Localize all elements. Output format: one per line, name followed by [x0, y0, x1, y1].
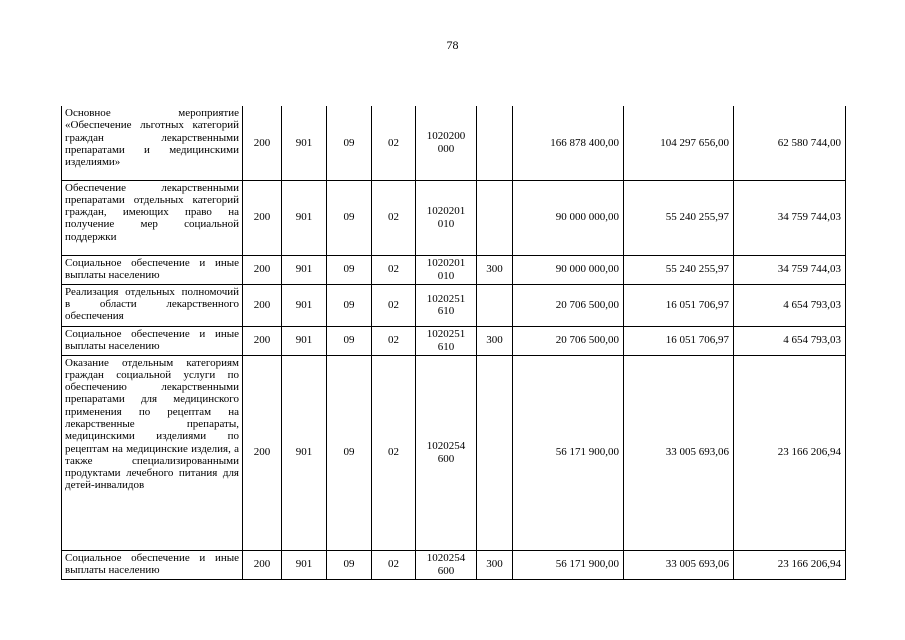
target-article-line1: 1020201 — [426, 205, 466, 218]
amount-remaining-cell: 62 580 744,00 — [734, 106, 846, 180]
amount-executed-cell: 104 297 656,00 — [624, 106, 734, 180]
table-row — [62, 550, 846, 579]
amount-executed-cell: 16 051 706,97 — [624, 284, 734, 326]
budget-table — [61, 106, 846, 580]
target-article-cell — [416, 180, 477, 255]
subsection-cell: 02 — [372, 355, 416, 550]
ministry-code-cell: 901 — [282, 180, 327, 255]
code-cell: 200 — [243, 106, 282, 180]
target-article-cell — [416, 284, 477, 326]
row-name-cell: Оказание отдельным категориям граждан социальной услуги по обеспечению лекарственными препаратами для медицинского применения по рецептам на лекарственные препараты, медицинскими изделиями по рецептам на медицинские изделия, а также специализированными продуктами лечебного питания для детей-инвалидов — [62, 355, 243, 550]
row-name-cell: Социальное обеспечение и иные выплаты населению — [62, 550, 243, 579]
amount-executed-cell: 55 240 255,97 — [624, 180, 734, 255]
row-name-cell: Реализация отдельных полномочий в области лекарственного обеспечения — [62, 284, 243, 326]
amount-planned-cell: 20 706 500,00 — [513, 326, 624, 355]
amount-executed-cell: 33 005 693,06 — [624, 550, 734, 579]
subsection-cell: 02 — [372, 284, 416, 326]
table-row — [62, 284, 846, 326]
amount-planned-cell: 56 171 900,00 — [513, 550, 624, 579]
target-article-cell — [416, 550, 477, 579]
section-cell: 09 — [327, 550, 372, 579]
expense-type-cell — [477, 180, 513, 255]
code-cell: 200 — [243, 550, 282, 579]
row-name-cell: Социальное обеспечение и иные выплаты населению — [62, 255, 243, 284]
subsection-cell: 02 — [372, 106, 416, 180]
subsection-cell: 02 — [372, 326, 416, 355]
expense-type-cell — [477, 284, 513, 326]
amount-remaining-cell: 23 166 206,94 — [734, 550, 846, 579]
target-article-line1: 1020254 — [426, 440, 466, 453]
section-cell: 09 — [327, 255, 372, 284]
ministry-code-cell: 901 — [282, 355, 327, 550]
section-cell: 09 — [327, 106, 372, 180]
expense-type-cell: 300 — [477, 255, 513, 284]
target-article-line1: 1020201 — [426, 257, 466, 270]
table-row — [62, 255, 846, 284]
subsection-cell: 02 — [372, 550, 416, 579]
ministry-code-cell: 901 — [282, 106, 327, 180]
amount-executed-cell: 55 240 255,97 — [624, 255, 734, 284]
row-name-cell: Основное мероприятие «Обеспечение льготных категорий граждан лекарственными препаратами и медицинскими изделиями» — [62, 106, 243, 180]
target-article-line2: 600 — [437, 564, 455, 577]
code-cell: 200 — [243, 255, 282, 284]
target-article-line2: 610 — [437, 305, 455, 317]
amount-executed-cell: 16 051 706,97 — [624, 326, 734, 355]
subsection-cell: 02 — [372, 255, 416, 284]
expense-type-cell: 300 — [477, 326, 513, 355]
table-row — [62, 326, 846, 355]
amount-planned-cell: 90 000 000,00 — [513, 255, 624, 284]
ministry-code-cell: 901 — [282, 550, 327, 579]
target-article-cell — [416, 106, 477, 180]
code-cell: 200 — [243, 284, 282, 326]
target-article-line1: 1020254 — [426, 552, 466, 565]
amount-planned-cell: 90 000 000,00 — [513, 180, 624, 255]
ministry-code-cell: 901 — [282, 284, 327, 326]
target-article-line2: 010 — [437, 269, 455, 282]
target-article-line2: 610 — [437, 340, 455, 353]
amount-remaining-cell: 4 654 793,03 — [734, 326, 846, 355]
target-article-cell — [416, 255, 477, 284]
target-article-line1: 1020200 — [426, 130, 466, 143]
expense-type-cell — [477, 355, 513, 550]
target-article-line2: 000 — [437, 142, 455, 155]
target-article-line2: 600 — [437, 452, 455, 465]
amount-planned-cell: 20 706 500,00 — [513, 284, 624, 326]
section-cell: 09 — [327, 180, 372, 255]
target-article-cell — [416, 326, 477, 355]
expense-type-cell — [477, 106, 513, 180]
section-cell: 09 — [327, 284, 372, 326]
target-article-line1: 1020251 — [426, 328, 466, 341]
amount-remaining-cell: 34 759 744,03 — [734, 180, 846, 255]
code-cell: 200 — [243, 326, 282, 355]
page-number: 78 — [446, 38, 459, 52]
target-article-line2: 010 — [437, 217, 455, 230]
table-row — [62, 106, 846, 180]
table-row — [62, 180, 846, 255]
amount-remaining-cell: 23 166 206,94 — [734, 355, 846, 550]
amount-remaining-cell: 4 654 793,03 — [734, 284, 846, 326]
target-article-line1: 1020251 — [426, 292, 466, 305]
amount-executed-cell: 33 005 693,06 — [624, 355, 734, 550]
section-cell: 09 — [327, 355, 372, 550]
ministry-code-cell: 901 — [282, 326, 327, 355]
row-name-cell: Обеспечение лекарственными препаратами отдельных категорий граждан, имеющих право на получение мер социальной поддержки — [62, 180, 243, 255]
expense-type-cell: 300 — [477, 550, 513, 579]
code-cell: 200 — [243, 355, 282, 550]
row-name-cell: Социальное обеспечение и иные выплаты населению — [62, 326, 243, 355]
code-cell: 200 — [243, 180, 282, 255]
subsection-cell: 02 — [372, 180, 416, 255]
ministry-code-cell: 901 — [282, 255, 327, 284]
target-article-cell — [416, 355, 477, 550]
section-cell: 09 — [327, 326, 372, 355]
amount-planned-cell: 56 171 900,00 — [513, 355, 624, 550]
amount-remaining-cell: 34 759 744,03 — [734, 255, 846, 284]
amount-planned-cell: 166 878 400,00 — [513, 106, 624, 180]
table-row — [62, 355, 846, 550]
